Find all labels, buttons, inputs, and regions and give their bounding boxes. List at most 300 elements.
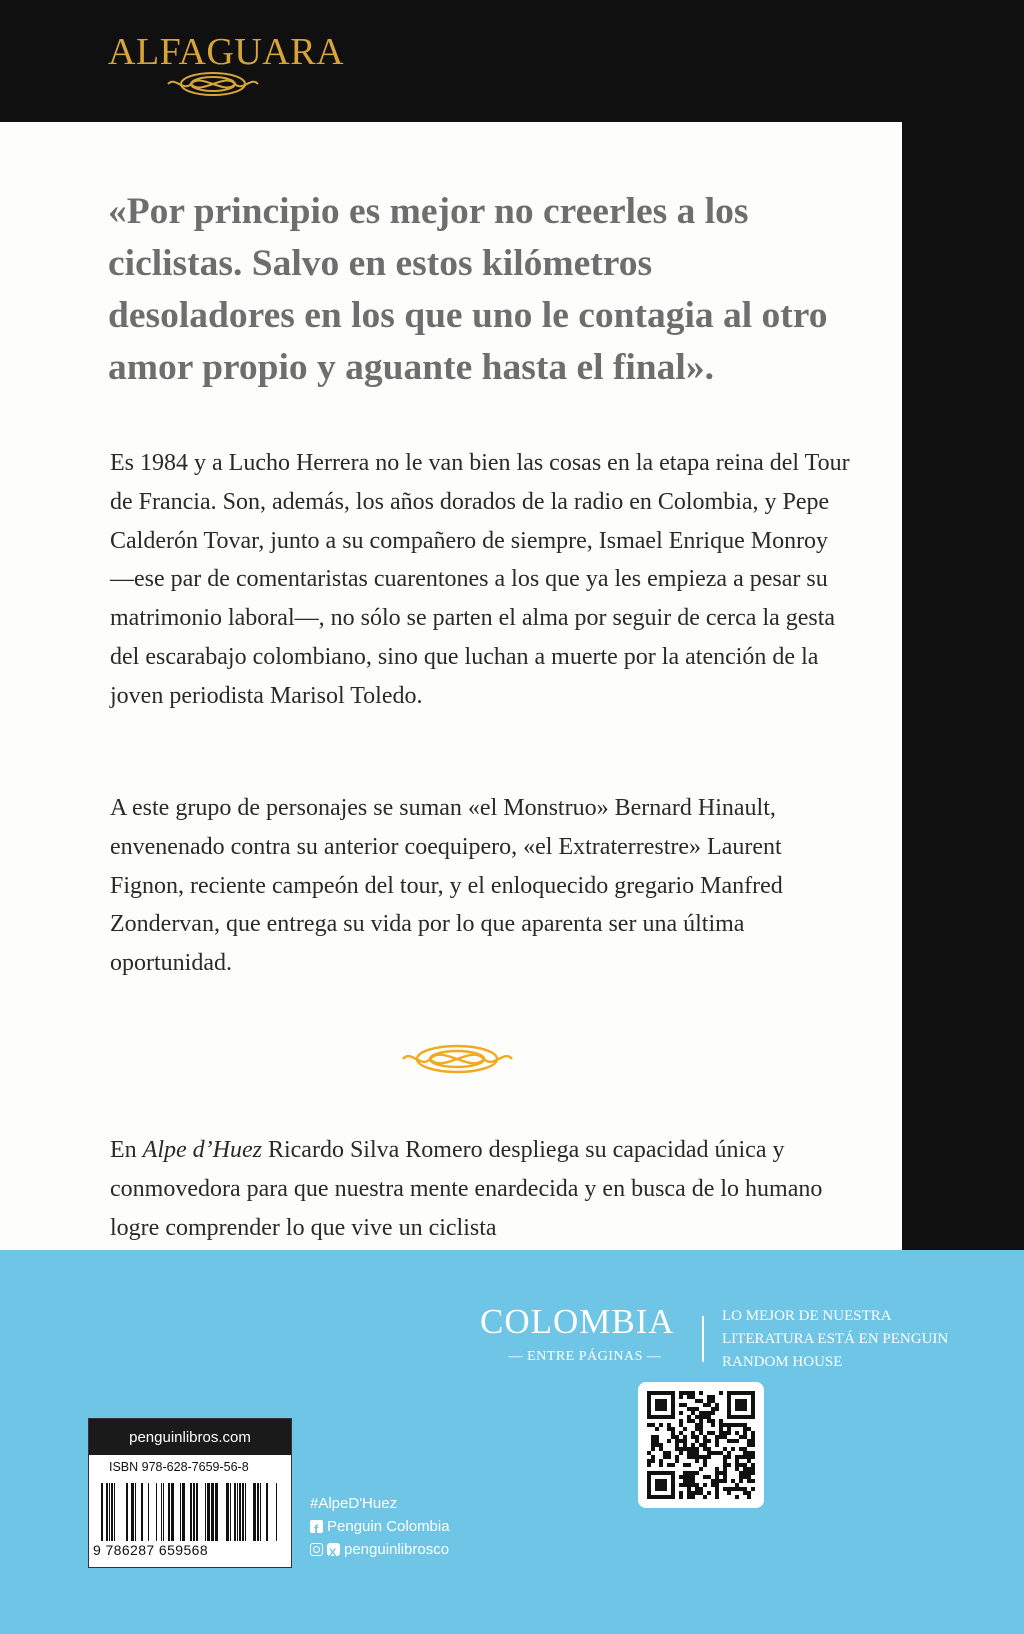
- qr-module: [711, 1399, 715, 1403]
- barcode-bar: [109, 1483, 110, 1541]
- qr-module: [691, 1471, 695, 1475]
- qr-module: [651, 1443, 655, 1447]
- qr-module: [687, 1495, 691, 1499]
- qr-code-icon: [647, 1391, 755, 1499]
- qr-module: [715, 1475, 719, 1479]
- barcode-bar: [234, 1483, 236, 1541]
- qr-module: [683, 1427, 687, 1431]
- qr-module: [659, 1443, 663, 1447]
- barcode-label: [88, 1418, 292, 1568]
- barcode-bar: [226, 1483, 229, 1541]
- qr-module: [659, 1459, 663, 1463]
- qr-module: [703, 1463, 707, 1467]
- qr-module: [691, 1491, 695, 1495]
- qr-module: [703, 1411, 707, 1415]
- qr-module: [727, 1487, 731, 1491]
- qr-module: [707, 1431, 711, 1435]
- website-label[interactable]: penguinlibros.com: [89, 1419, 291, 1455]
- qr-module: [691, 1395, 695, 1399]
- qr-module: [747, 1471, 751, 1475]
- qr-module: [667, 1439, 671, 1443]
- barcode-bar: [131, 1483, 134, 1541]
- qr-module: [687, 1451, 691, 1455]
- qr-module: [731, 1479, 735, 1483]
- qr-module: [719, 1479, 723, 1483]
- barcode-bar: [126, 1483, 128, 1541]
- qr-module: [703, 1415, 707, 1419]
- qr-module: [695, 1435, 699, 1439]
- qr-module: [735, 1467, 739, 1471]
- qr-module: [671, 1463, 675, 1467]
- qr-module: [751, 1487, 755, 1491]
- qr-module: [743, 1423, 747, 1427]
- qr-module: [679, 1419, 683, 1423]
- qr-module: [695, 1407, 699, 1411]
- qr-module: [731, 1447, 735, 1451]
- qr-module: [735, 1463, 739, 1467]
- qr-module: [687, 1407, 691, 1411]
- barcode-bar: [257, 1483, 259, 1541]
- qr-module: [747, 1455, 751, 1459]
- qr-module: [743, 1475, 747, 1479]
- social-links: [310, 1492, 450, 1561]
- qr-module: [683, 1435, 687, 1439]
- barcode-bar: [106, 1483, 108, 1541]
- qr-module: [735, 1423, 739, 1427]
- qr-module: [647, 1415, 675, 1419]
- qr-module: [747, 1495, 751, 1499]
- qr-module: [727, 1491, 731, 1495]
- qr-module: [715, 1483, 719, 1487]
- qr-module: [683, 1403, 687, 1407]
- qr-module: [703, 1495, 707, 1499]
- barcode-bar: [211, 1483, 214, 1541]
- qr-module: [691, 1419, 695, 1423]
- qr-module: [747, 1459, 751, 1463]
- qr-module: [711, 1395, 715, 1399]
- barcode-bar: [156, 1483, 157, 1541]
- barcode-bar: [207, 1483, 210, 1541]
- qr-module: [695, 1487, 699, 1491]
- qr-module: [647, 1459, 651, 1463]
- qr-module: [735, 1483, 739, 1487]
- qr-module: [655, 1399, 667, 1411]
- qr-module: [719, 1391, 723, 1395]
- qr-module: [679, 1495, 683, 1499]
- qr-module: [699, 1411, 703, 1415]
- qr-module: [715, 1471, 719, 1475]
- ornament-icon: [163, 64, 263, 104]
- qr-module: [687, 1395, 691, 1399]
- qr-module: [679, 1403, 683, 1407]
- qr-module: [687, 1487, 691, 1491]
- qr-module: [663, 1455, 667, 1459]
- qr-module: [751, 1471, 755, 1475]
- qr-module: [699, 1399, 703, 1403]
- qr-module: [707, 1419, 711, 1423]
- qr-module: [655, 1435, 659, 1439]
- barcode-bar: [205, 1483, 206, 1541]
- campaign-tagline: LO MEJOR DE NUESTRA LITERATURA ESTÁ EN PENGUIN RANDOM HOUSE: [722, 1308, 949, 1370]
- qr-module: [655, 1443, 659, 1447]
- qr-module: [723, 1459, 727, 1463]
- qr-module: [715, 1435, 719, 1439]
- qr-module: [739, 1447, 743, 1451]
- synopsis-paragraph: En Alpe d’Huez Ricardo Silva Romero despliega su capacidad única y conmovedora para que nuestra mente enardecida y en busca de lo humano logre comprender lo que vive un ciclista: [110, 1137, 823, 1241]
- qr-module: [735, 1459, 739, 1463]
- qr-module: [683, 1391, 687, 1395]
- qr-module: [695, 1427, 699, 1431]
- qr-module: [691, 1483, 695, 1487]
- qr-module: [707, 1399, 711, 1403]
- qr-module: [707, 1403, 711, 1407]
- qr-module: [707, 1395, 711, 1399]
- qr-module: [655, 1479, 667, 1491]
- qr-module: [739, 1435, 743, 1439]
- barcode-bar: [266, 1483, 268, 1541]
- qr-module: [735, 1439, 739, 1443]
- qr-module: [667, 1451, 671, 1455]
- qr-module: [647, 1391, 651, 1419]
- qr-module: [667, 1455, 671, 1459]
- barcode-bar: [215, 1483, 218, 1541]
- qr-module: [671, 1427, 675, 1431]
- barcode-bar: [242, 1483, 244, 1541]
- qr-module: [699, 1423, 703, 1427]
- qr-module: [691, 1479, 695, 1483]
- qr-module: [739, 1471, 743, 1475]
- qr-module: [743, 1427, 747, 1431]
- qr-module: [679, 1431, 683, 1435]
- qr-module: [743, 1435, 747, 1439]
- barcode-bar: [163, 1483, 164, 1541]
- qr-module: [695, 1415, 699, 1419]
- barcode-bar: [171, 1483, 174, 1541]
- qr-module: [691, 1443, 695, 1447]
- qr-module: [691, 1447, 695, 1451]
- qr-module: [679, 1395, 683, 1399]
- qr-module: [747, 1475, 751, 1479]
- qr-module: [735, 1487, 739, 1491]
- qr-module: [719, 1451, 723, 1455]
- qr-module: [723, 1475, 727, 1479]
- qr-module: [711, 1423, 715, 1427]
- qr-module: [715, 1495, 719, 1499]
- qr-module: [683, 1471, 687, 1475]
- qr-module: [647, 1451, 651, 1455]
- qr-code[interactable]: [638, 1382, 764, 1508]
- qr-module: [695, 1447, 699, 1451]
- qr-module: [723, 1431, 727, 1435]
- qr-module: [695, 1459, 699, 1463]
- barcode-bar: [111, 1483, 113, 1541]
- qr-module: [707, 1475, 711, 1479]
- qr-module: [679, 1475, 683, 1479]
- qr-module: [703, 1459, 707, 1463]
- qr-module: [691, 1451, 695, 1455]
- qr-module: [683, 1483, 687, 1487]
- synopsis-paragraph: Es 1984 y a Lucho Herrera no le van bien las cosas en la etapa reina del Tour de Francia. Son, además, los años dorados de la radio en Colombia, y Pepe Calderón Tovar, junto a su compañero de siempre, Ismael Enrique Monroy —ese par de comentaristas cuarentones a los que ya les empieza a pesar su matrimonio laboral—, no sólo se parten el alma por seguir de cerca la gesta del escarabajo colombiano, sino que luchan a muerte por la atención de la joven periodista Marisol Toledo.: [110, 450, 850, 709]
- qr-module: [647, 1471, 651, 1499]
- publisher-logo: ALFAGUARA: [108, 31, 345, 73]
- qr-module: [743, 1491, 747, 1495]
- qr-module: [651, 1455, 655, 1459]
- qr-module: [683, 1479, 687, 1483]
- qr-module: [735, 1495, 739, 1499]
- qr-module: [715, 1491, 719, 1495]
- qr-module: [699, 1455, 703, 1459]
- qr-module: [711, 1483, 715, 1487]
- colombia-logo: COLOMBIA: [480, 1302, 675, 1341]
- qr-module: [723, 1455, 727, 1459]
- isbn-text: ISBN 978-628-7659-56-8: [109, 1460, 249, 1474]
- qr-module: [715, 1487, 719, 1491]
- qr-module: [695, 1491, 699, 1495]
- qr-module: [751, 1443, 755, 1447]
- qr-module: [651, 1447, 655, 1451]
- qr-module: [743, 1467, 747, 1471]
- qr-module: [707, 1491, 711, 1495]
- qr-module: [679, 1491, 683, 1495]
- qr-module: [675, 1447, 679, 1451]
- qr-module: [731, 1423, 735, 1427]
- qr-module: [651, 1435, 655, 1439]
- qr-module: [683, 1439, 687, 1443]
- qr-module: [679, 1439, 683, 1443]
- qr-module: [727, 1431, 731, 1435]
- qr-module: [739, 1423, 743, 1427]
- qr-module: [751, 1479, 755, 1483]
- qr-module: [647, 1463, 651, 1467]
- qr-module: [751, 1439, 755, 1443]
- qr-module: [743, 1455, 747, 1459]
- facebook-icon: [310, 1520, 323, 1533]
- qr-module: [671, 1431, 675, 1435]
- qr-module: [667, 1463, 671, 1467]
- qr-module: [715, 1451, 719, 1455]
- x-icon: [327, 1543, 340, 1556]
- ornament-divider-icon: [395, 1034, 520, 1084]
- qr-module: [687, 1415, 691, 1419]
- qr-module: [687, 1491, 691, 1495]
- divider: [702, 1316, 704, 1362]
- qr-module: [679, 1411, 683, 1415]
- qr-module: [739, 1463, 743, 1467]
- barcode-bar: [245, 1483, 246, 1541]
- barcode-bar: [148, 1483, 149, 1541]
- qr-module: [739, 1475, 743, 1479]
- qr-module: [679, 1391, 683, 1395]
- qr-module: [711, 1431, 715, 1435]
- qr-module: [727, 1463, 731, 1467]
- qr-module: [699, 1467, 703, 1471]
- barcode-bar: [196, 1483, 198, 1541]
- qr-module: [699, 1419, 703, 1423]
- qr-module: [707, 1447, 711, 1451]
- qr-module: [647, 1391, 675, 1395]
- qr-module: [667, 1423, 671, 1427]
- qr-module: [651, 1423, 655, 1427]
- qr-module: [695, 1439, 699, 1443]
- qr-module: [727, 1391, 731, 1419]
- qr-module: [675, 1439, 679, 1443]
- qr-module: [727, 1415, 755, 1419]
- qr-module: [715, 1407, 719, 1411]
- instagram-x-link[interactable]: X penguinlibrosco: [310, 1538, 450, 1561]
- qr-module: [707, 1415, 711, 1419]
- qr-module: [695, 1455, 699, 1459]
- qr-module: [703, 1475, 707, 1479]
- qr-module: [647, 1471, 675, 1475]
- qr-module: [727, 1423, 731, 1427]
- barcode-bar: [161, 1483, 162, 1541]
- qr-module: [687, 1471, 691, 1475]
- qr-module: [751, 1467, 755, 1471]
- qr-module: [723, 1435, 727, 1439]
- qr-module: [731, 1439, 735, 1443]
- qr-module: [703, 1483, 707, 1487]
- qr-module: [707, 1439, 711, 1443]
- barcode-bar: [239, 1483, 241, 1541]
- qr-module: [715, 1479, 719, 1483]
- qr-module: [695, 1423, 699, 1427]
- qr-module: [723, 1463, 727, 1467]
- qr-module: [707, 1455, 711, 1459]
- qr-module: [751, 1463, 755, 1467]
- qr-module: [715, 1439, 719, 1443]
- qr-module: [719, 1427, 723, 1431]
- instagram-icon: [310, 1543, 323, 1556]
- barcode-icon: [93, 1483, 287, 1541]
- qr-module: [735, 1399, 747, 1411]
- qr-module: [675, 1443, 679, 1447]
- qr-module: [723, 1447, 727, 1451]
- hashtag: #AlpeD'Huez: [310, 1495, 398, 1512]
- qr-module: [723, 1479, 727, 1483]
- qr-module: [655, 1427, 659, 1431]
- qr-module: [647, 1423, 651, 1427]
- qr-module: [667, 1427, 671, 1431]
- qr-module: [719, 1471, 723, 1475]
- qr-module: [723, 1467, 727, 1471]
- qr-module: [747, 1491, 751, 1495]
- qr-module: [651, 1439, 655, 1443]
- barcode-bar: [141, 1483, 143, 1541]
- qr-module: [727, 1427, 731, 1431]
- qr-module: [711, 1419, 715, 1423]
- book-title: Alpe d’Huez: [142, 1137, 262, 1163]
- qr-module: [703, 1439, 707, 1443]
- qr-module: [743, 1487, 747, 1491]
- barcode-bar: [114, 1483, 115, 1541]
- qr-module: [671, 1471, 675, 1499]
- qr-module: [679, 1423, 683, 1427]
- qr-module: [691, 1475, 695, 1479]
- qr-module: [727, 1439, 731, 1443]
- qr-module: [695, 1399, 699, 1403]
- qr-module: [743, 1431, 747, 1435]
- qr-module: [703, 1455, 707, 1459]
- barcode-bar: [135, 1483, 136, 1541]
- qr-module: [707, 1411, 711, 1415]
- qr-module: [727, 1391, 755, 1395]
- qr-module: [711, 1407, 715, 1411]
- qr-module: [703, 1403, 707, 1407]
- qr-module: [675, 1435, 679, 1439]
- qr-module: [651, 1459, 655, 1463]
- qr-module: [743, 1447, 747, 1451]
- qr-module: [691, 1431, 695, 1435]
- qr-module: [687, 1419, 691, 1423]
- qr-module: [719, 1435, 723, 1439]
- qr-module: [695, 1451, 699, 1455]
- facebook-link[interactable]: f Penguin Colombia: [310, 1515, 450, 1538]
- qr-module: [711, 1451, 715, 1455]
- qr-module: [747, 1443, 751, 1447]
- qr-module: [723, 1471, 727, 1475]
- qr-module: [751, 1431, 755, 1435]
- qr-module: [699, 1443, 703, 1447]
- barcode-bar: [168, 1483, 170, 1541]
- qr-module: [727, 1451, 731, 1455]
- qr-module: [699, 1491, 703, 1495]
- qr-module: [719, 1419, 723, 1423]
- qr-module: [687, 1475, 691, 1479]
- qr-module: [711, 1479, 715, 1483]
- qr-module: [715, 1403, 719, 1407]
- barcode-bar: [101, 1483, 103, 1541]
- qr-module: [679, 1483, 683, 1487]
- qr-module: [647, 1495, 675, 1499]
- barcode-bar: [276, 1483, 277, 1541]
- qr-module: [747, 1451, 751, 1455]
- qr-module: [659, 1447, 663, 1451]
- qr-module: [687, 1483, 691, 1487]
- qr-module: [695, 1483, 699, 1487]
- synopsis-paragraph: A este grupo de personajes se suman «el Monstruo» Bernard Hinault, envenenado contra su anterior coequipero, «el Extraterrestre» Laurent Fignon, reciente campeón del tour, y el enloquecido gregario Manfred Zondervan, que entrega su vida por lo que aparenta ser una última oportunidad.: [110, 795, 783, 977]
- qr-module: [723, 1423, 727, 1427]
- qr-module: [687, 1447, 691, 1451]
- qr-module: [691, 1391, 695, 1395]
- qr-module: [687, 1391, 691, 1395]
- qr-module: [695, 1471, 699, 1475]
- qr-module: [683, 1447, 687, 1451]
- qr-module: [683, 1463, 687, 1467]
- qr-module: [711, 1411, 715, 1415]
- qr-module: [747, 1427, 751, 1431]
- qr-module: [735, 1431, 739, 1435]
- qr-module: [743, 1471, 747, 1475]
- qr-module: [699, 1487, 703, 1491]
- qr-module: [691, 1407, 695, 1411]
- qr-module: [703, 1435, 707, 1439]
- qr-module: [751, 1391, 755, 1419]
- qr-module: [739, 1487, 743, 1491]
- qr-module: [655, 1439, 659, 1443]
- qr-module: [703, 1447, 707, 1451]
- barcode-digits: 9 786287 659568: [93, 1542, 208, 1558]
- qr-module: [727, 1455, 731, 1459]
- barcode-bar: [193, 1483, 195, 1541]
- qr-module: [699, 1391, 703, 1395]
- qr-module: [739, 1479, 743, 1483]
- qr-module: [743, 1463, 747, 1467]
- qr-module: [719, 1423, 723, 1427]
- qr-module: [663, 1451, 667, 1455]
- qr-module: [715, 1467, 719, 1471]
- qr-module: [691, 1435, 695, 1439]
- barcode-bar: [230, 1483, 231, 1541]
